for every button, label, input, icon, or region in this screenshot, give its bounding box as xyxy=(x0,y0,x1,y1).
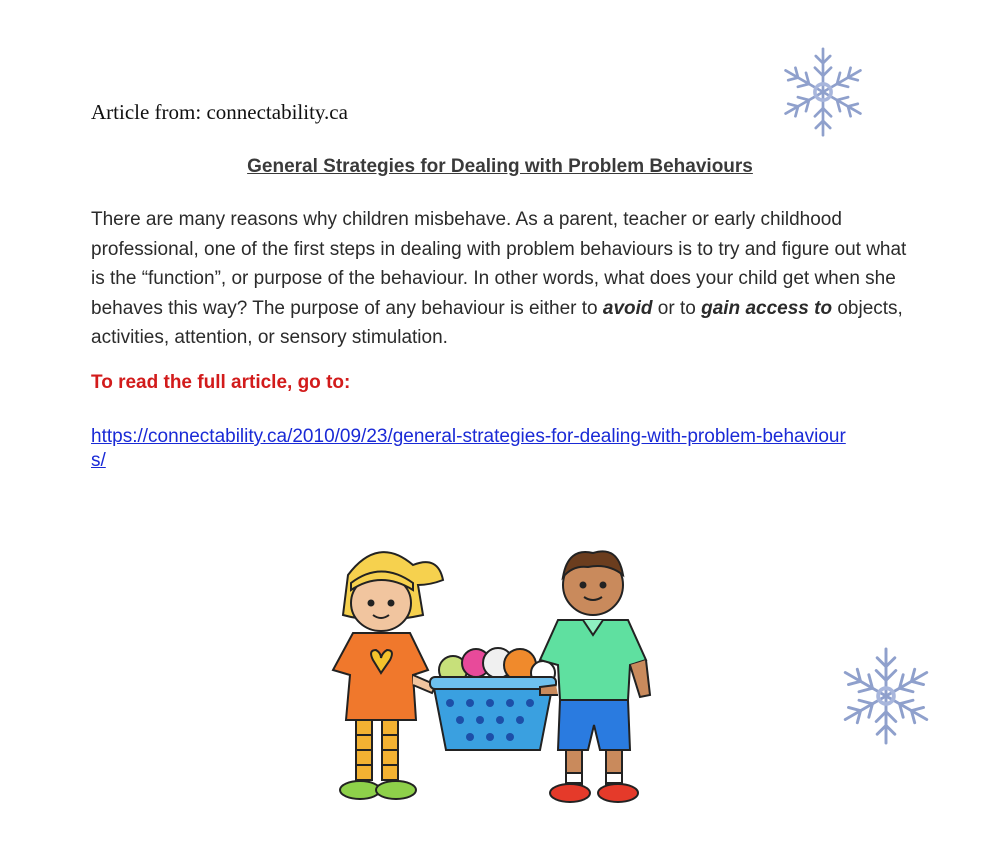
article-source: Article from: connectability.ca xyxy=(91,100,348,124)
read-more-heading: To read the full article, go to: xyxy=(91,372,351,393)
body-emphasis-avoid: avoid xyxy=(602,297,653,319)
snowflake-icon xyxy=(837,640,935,752)
snowflake-icon xyxy=(778,38,868,146)
body-text-part-3: objects, activities, attention, or sensory stimulation. xyxy=(91,297,903,348)
children-illustration xyxy=(318,535,658,825)
article-body xyxy=(91,205,921,353)
body-emphasis-gain-access: gain access to xyxy=(701,297,833,319)
article-link[interactable]: https://connectability.ca/2010/09/23/general-strategies-for-dealing-with-problem-behaviours/ xyxy=(91,426,846,471)
article-title: General Strategies for Dealing with Problem Behaviours xyxy=(247,156,753,177)
body-text-part-1: There are many reasons why children misbehave. As a parent, teacher or early childhood professional, one of the first steps in dealing with problem behaviours is to try and figure out what is the “function”, or purpose of the behaviour. In other words, what does your child get when she behaves this way? The purpose of any behaviour is either to xyxy=(91,209,907,319)
body-text-part-2: or to xyxy=(652,297,702,319)
